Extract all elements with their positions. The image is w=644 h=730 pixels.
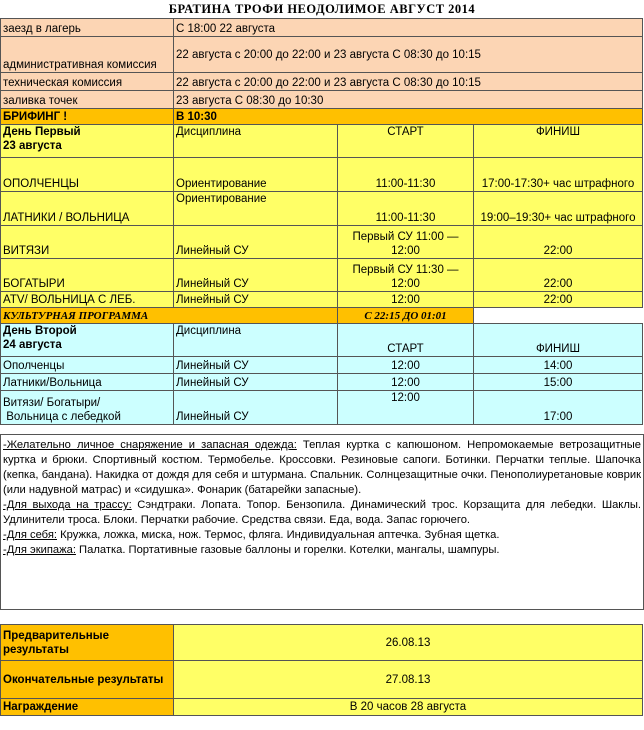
note-label: -Для себя: (3, 529, 58, 541)
note-label: -Для выхода на трассу: (3, 499, 132, 511)
day1-finish: 22:00 (474, 226, 643, 259)
results-label: Награждение (1, 699, 174, 716)
day1-finish: 19:00–19:30+ час штрафного (474, 192, 643, 226)
day2-discipline: Линейный СУ (174, 391, 338, 425)
schedule-label: заливка точек (1, 91, 174, 109)
day1-class: ATV/ ВОЛЬНИЦА С ЛЕБ. (1, 292, 174, 308)
day2-title (1, 324, 174, 357)
results-value: 26.08.13 (174, 625, 643, 661)
day1-start: Первый СУ 11:30 — 12:00 (338, 259, 474, 292)
schedule-table (0, 18, 643, 425)
day1-start: 11:00-11:30 (338, 192, 474, 226)
day2-finish: 17:00 (474, 391, 643, 425)
day2-start: 12:00 (338, 391, 474, 425)
day1-finish: 22:00 (474, 292, 643, 308)
page-title: БРАТИНА ТРОФИ НЕОДОЛИМОЕ АВГУСТ 2014 (168, 2, 476, 16)
day1-start: 12:00 (338, 292, 474, 308)
day2-class: Латники/Вольница (1, 374, 174, 391)
results-value: В 20 часов 28 августа (174, 699, 643, 716)
day2-finish: 14:00 (474, 357, 643, 374)
day1-date: 23 августа (3, 140, 62, 152)
day1-class: ВИТЯЗИ (1, 226, 174, 259)
day1-discipline: Линейный СУ (174, 226, 338, 259)
briefing-time: В 10:30 (174, 109, 643, 125)
note-item (1, 498, 643, 528)
day1-start-header: СТАРТ (338, 125, 474, 158)
note-item (1, 528, 643, 543)
day2-class (1, 391, 174, 425)
day1-day: День Первый (3, 126, 81, 138)
results-label: Предварительные результаты (1, 625, 174, 661)
schedule-value: 22 августа с 20:00 до 22:00 и 23 августа С 08:30 до 10:15 (174, 37, 643, 73)
note-label: -Желательно личное снаряжение и запасная одежда: (3, 439, 297, 451)
briefing-label: БРИФИНГ ! (1, 109, 174, 125)
day1-discipline: Линейный СУ (174, 292, 338, 308)
day1-finish-header: ФИНИШ (474, 125, 643, 158)
culture-time: С 22:15 ДО 01:01 (338, 308, 474, 324)
day1-start: Первый СУ 11:00 — 12:00 (338, 226, 474, 259)
schedule-label: техническая комиссия (1, 73, 174, 91)
note-text: Теплая куртка с капюшоном. Непромокаемые ветрозащитные куртка и брюки. Спортивный костюм. Термобелье. Кроссовки. Резиновые сапоги. Ботинки. Перчатки теплые. Шапочка (кепка, бандана). Накидка от дождя для себя и штурмана. Спальник. Солнцезащитные очки. Пенополиуретановые коврик (или надувной матрас) и «сидушка». Фонарик (батарейки запасные). (3, 439, 641, 496)
day1-class: ОПОЛЧЕНЦЫ (1, 158, 174, 192)
results-label: Окончательные результаты (1, 661, 174, 699)
day1-discipline: Линейный СУ (174, 259, 338, 292)
note-item (1, 438, 643, 498)
day1-finish: 17:00-17:30+ час штрафного (474, 158, 643, 192)
day2-discipline: Линейный СУ (174, 357, 338, 374)
schedule-label: заезд в лагерь (1, 19, 174, 37)
day2-class: Ополченцы (1, 357, 174, 374)
note-label: -Для экипажа: (3, 544, 76, 556)
day2-discipline: Линейный СУ (174, 374, 338, 391)
day2-class-line1: Витязи/ Богатыри/ (3, 397, 101, 409)
note-text: Сэндтраки. Лопата. Топор. Бензопила. Динамический трос. Корзащита для лебедки. Шаклы. Удлинители троса. Блоки. Перчатки рабочие. Средства связи. Еда, вода. Запас горючего. (3, 499, 642, 526)
day2-day: День Второй (3, 325, 77, 337)
schedule-value: 22 августа с 20:00 до 22:00 и 23 августа С 08:30 до 10:15 (174, 73, 643, 91)
day2-start: 12:00 (338, 374, 474, 391)
schedule-value: 23 августа С 08:30 до 10:30 (174, 91, 643, 109)
day1-class: ЛАТНИКИ / ВОЛЬНИЦА (1, 192, 174, 226)
note-text: Палатка. Портативные газовые баллоны и горелки. Котелки, мангалы, шампуры. (75, 544, 500, 556)
results-table (0, 624, 643, 716)
day1-title (1, 125, 174, 158)
results-value: 27.08.13 (174, 661, 643, 699)
day2-class-line2: Вольница с лебедкой (3, 411, 121, 423)
day2-finish-header: ФИНИШ (474, 324, 643, 357)
day1-discipline-header: Дисциплина (174, 125, 338, 158)
day1-discipline: Ориентирование (174, 192, 338, 226)
schedule-value: С 18:00 22 августа (174, 19, 643, 37)
day2-finish: 15:00 (474, 374, 643, 391)
culture-label: КУЛЬТУРНАЯ ПРОГРАММА (1, 308, 338, 324)
culture-empty (474, 308, 643, 324)
note-text: Кружка, ложка, миска, нож. Термос, фляга. Индивидуальная аптечка. Зубная щетка. (57, 529, 500, 541)
note-item (1, 543, 643, 558)
day1-finish: 22:00 (474, 259, 643, 292)
day2-start: 12:00 (338, 357, 474, 374)
day1-class: БОГАТЫРИ (1, 259, 174, 292)
schedule-label: административная комиссия (1, 37, 174, 73)
day2-start-header: СТАРТ (338, 324, 474, 357)
day2-discipline-header: Дисциплина (174, 324, 338, 357)
day2-date: 24 августа (3, 339, 62, 351)
equipment-notes (0, 434, 644, 610)
day1-start: 11:00-11:30 (338, 158, 474, 192)
day1-discipline: Ориентирование (174, 158, 338, 192)
